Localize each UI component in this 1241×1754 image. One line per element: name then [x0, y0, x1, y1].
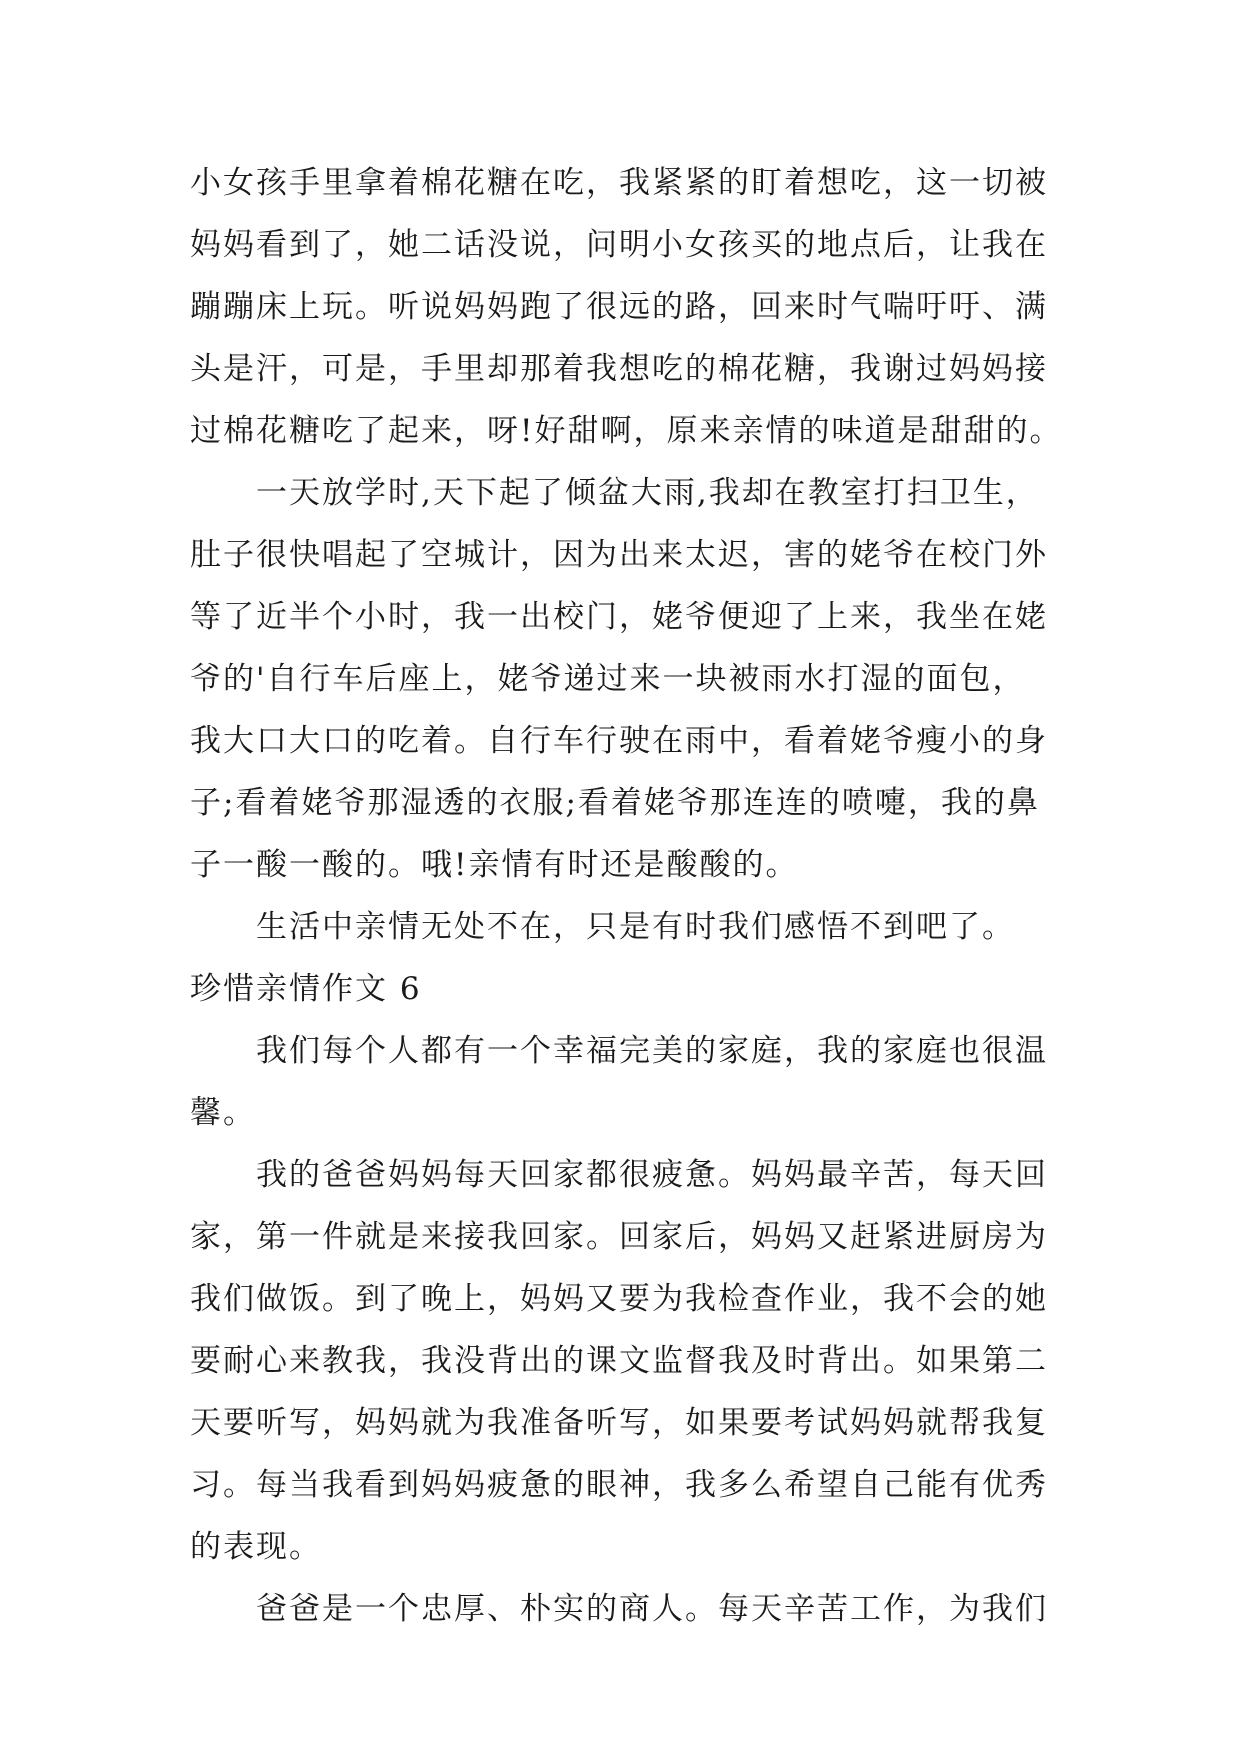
text-line: 我们做饭。到了晚上，妈妈又要为我检查作业，我不会的她: [190, 1281, 1048, 1317]
text-line: 我大口大口的吃着。自行车行驶在雨中，看着姥爷瘦小的身: [190, 723, 1048, 759]
article-body: [190, 152, 1070, 1640]
paragraph-first-line: 一天放学时,天下起了倾盆大雨,我却在教室打扫卫生，: [256, 475, 1039, 511]
paragraph-first-line: 我们每个人都有一个幸福完美的家庭，我的家庭也很温: [256, 1033, 1048, 1069]
paragraph-first-line: 我的爸爸妈妈每天回家都很疲惫。妈妈最辛苦，每天回: [256, 1157, 1048, 1193]
text-line: 蹦蹦床上玩。听说妈妈跑了很远的路，回来时气喘吁吁、满: [190, 289, 1048, 325]
text-line: 妈妈看到了，她二话没说，问明小女孩买的地点后，让我在: [190, 227, 1048, 263]
text-line: 馨。: [190, 1095, 256, 1131]
text-line: 天要听写，妈妈就为我准备听写，如果要考试妈妈就帮我复: [190, 1405, 1048, 1441]
text-line: 过棉花糖吃了起来，呀!好甜啊，原来亲情的味道是甜甜的。: [190, 413, 1063, 449]
text-line: 习。每当我看到妈妈疲惫的眼神，我多么希望自己能有优秀: [190, 1467, 1048, 1503]
text-line: 等了近半个小时，我一出校门，姥爷便迎了上来，我坐在姥: [190, 599, 1048, 635]
text-line: 家，第一件就是来接我回家。回家后，妈妈又赶紧进厨房为: [190, 1219, 1048, 1255]
text-line: 子一酸一酸的。哦!亲情有时还是酸酸的。: [190, 847, 799, 883]
text-line: 的表现。: [190, 1529, 322, 1565]
text-line: 要耐心来教我，我没背出的课文监督我及时背出。如果第二: [190, 1343, 1048, 1379]
text-line: 肚子很快唱起了空城计，因为出来太迟，害的姥爷在校门外: [190, 537, 1048, 573]
paragraph-first-line: 爸爸是一个忠厚、朴实的商人。每天辛苦工作，为我们: [256, 1591, 1048, 1627]
text-line: 头是汗，可是，手里却那着我想吃的棉花糖，我谢过妈妈接: [190, 351, 1048, 387]
text-line: 珍惜亲情作文 6: [190, 971, 422, 1007]
text-line: 爷的'自行车后座上，姥爷递过来一块被雨水打湿的面包，: [190, 661, 1026, 697]
text-line: 小女孩手里拿着棉花糖在吃，我紧紧的盯着想吃，这一切被: [190, 165, 1048, 201]
paragraph-first-line: 生活中亲情无处不在，只是有时我们感悟不到吧了。: [256, 909, 1015, 945]
text-line: 子;看着姥爷那湿透的衣服;看着姥爷那连连的喷嚏，我的鼻: [190, 785, 1040, 821]
